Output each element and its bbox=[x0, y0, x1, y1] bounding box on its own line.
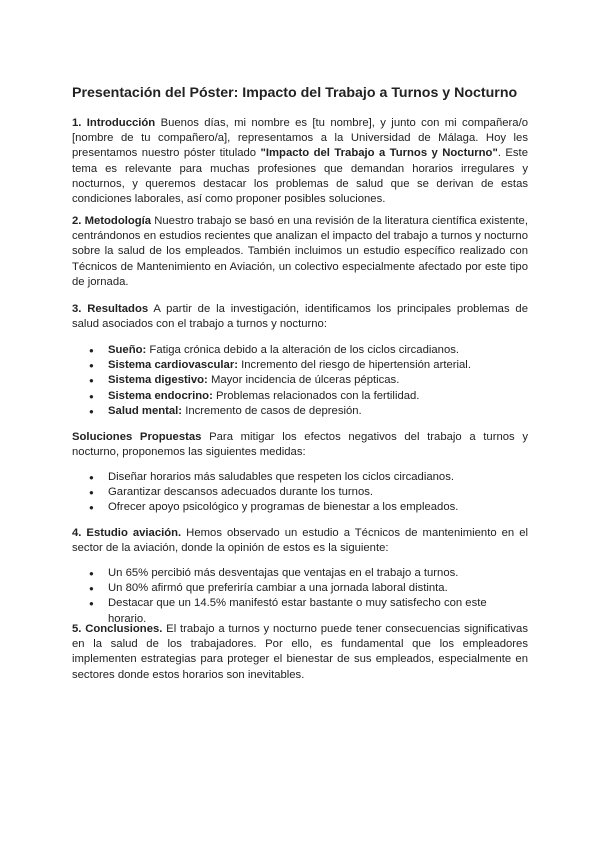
list-item: ● Ofrecer apoyo psicológico y programas de bienestar a los empleados. bbox=[72, 500, 528, 515]
list-item bbox=[72, 404, 528, 419]
list-item bbox=[72, 373, 528, 388]
list-item bbox=[72, 358, 528, 373]
intro-poster-title: "Impacto del Trabajo a Turnos y Nocturno" bbox=[260, 147, 498, 160]
methodology-text: Nuestro trabajo se basó en una revisión de la literatura científica existente, centrándonos en estudios recientes que analizan el impacto del trabajo a turnos y nocturno sobre la salud de los empleados. También incluimos un estudio específico realizado con Técnicos de Mantenimiento en Aviación, un colectivo especialmente afectado por este tipo de jornada. bbox=[72, 215, 528, 288]
result-label: Sistema digestivo: bbox=[108, 374, 208, 387]
list-item: ● Un 65% percibió más desventajas que ventajas en el trabajo a turnos. bbox=[72, 566, 528, 581]
list-item bbox=[72, 343, 528, 358]
conclusions-paragraph bbox=[72, 622, 528, 683]
result-text: Mayor incidencia de úlceras pépticas. bbox=[207, 374, 400, 387]
list-item: ● Destacar que un 14.5% manifestó estar bastante o muy satisfecho con este horario. bbox=[72, 596, 528, 626]
intro-text: Buenos días, mi nombre es [tu nombre], y junto con mi compañera/o [nombre de tu compañero/a], representamos a la Universidad de Málaga. Hoy les presentamos nuestro póster titulado bbox=[72, 117, 528, 160]
list-item: ● Diseñar horarios más saludables que respeten los ciclos circadianos. bbox=[72, 470, 528, 485]
methodology-heading: 2. Metodología bbox=[72, 215, 152, 227]
intro-text-end: . Este tema es relevante para muchas profesiones que demandan horarios irregulares y nocturnos, y queremos destacar los problemas de salud que se derivan de estas condiciones laborales, así como proponer posibles soluciones. bbox=[72, 147, 528, 206]
list-item: ● Garantizar descansos adecuados durante los turnos. bbox=[72, 485, 528, 500]
aviation-list bbox=[72, 566, 528, 627]
result-label: Sistema endocrino: bbox=[108, 389, 213, 402]
solutions-list bbox=[72, 470, 528, 516]
solutions-paragraph bbox=[72, 430, 528, 460]
conclusions-text: El trabajo a turnos y nocturno puede tener consecuencias significativas en la salud de los trabajadores. Por ello, es fundamental que los empleadores implementen estrategias para proteger el bienestar de sus empleados, especialmente en sectores donde estos horarios son inevitables. bbox=[72, 623, 528, 681]
solutions-text: Para mitigar los efectos negativos del trabajo a turnos y nocturno, proponemos las siguientes medidas: bbox=[72, 431, 528, 459]
result-text: Incremento de casos de depresión. bbox=[182, 404, 362, 417]
conclusions-heading: 5. Conclusiones. bbox=[72, 623, 163, 635]
result-label: Sistema cardiovascular: bbox=[108, 359, 238, 372]
results-heading: 3. Resultados bbox=[72, 303, 149, 315]
intro-heading: 1. Introducción bbox=[72, 117, 156, 129]
solutions-heading: Soluciones Propuestas bbox=[72, 431, 202, 443]
page-title: Presentación del Póster: Impacto del Trabajo a Turnos y Nocturno bbox=[72, 85, 518, 101]
list-item: ● Un 80% afirmó que preferiría cambiar a una jornada laboral distinta. bbox=[72, 581, 528, 596]
intro-paragraph bbox=[72, 116, 528, 207]
results-list bbox=[72, 343, 528, 419]
list-item bbox=[72, 389, 528, 404]
aviation-paragraph bbox=[72, 526, 528, 556]
result-text: Incremento del riesgo de hipertensión arterial. bbox=[237, 359, 471, 372]
result-text: Problemas relacionados con la fertilidad. bbox=[212, 389, 420, 402]
results-paragraph bbox=[72, 302, 528, 332]
result-label: Salud mental: bbox=[108, 404, 183, 417]
result-text: Fatiga crónica debido a la alteración de los ciclos circadianos. bbox=[146, 344, 460, 356]
aviation-heading: 4. Estudio aviación. bbox=[72, 527, 182, 539]
results-text: A partir de la investigación, identificamos los principales problemas de salud asociados con el trabajo a turnos y nocturno: bbox=[72, 303, 529, 331]
aviation-text: Hemos observado un estudio a Técnicos de mantenimiento en el sector de la aviación, donde la opinión de estos es la siguiente: bbox=[72, 527, 528, 555]
methodology-paragraph bbox=[72, 214, 528, 290]
result-label: Sueño: bbox=[108, 344, 147, 356]
